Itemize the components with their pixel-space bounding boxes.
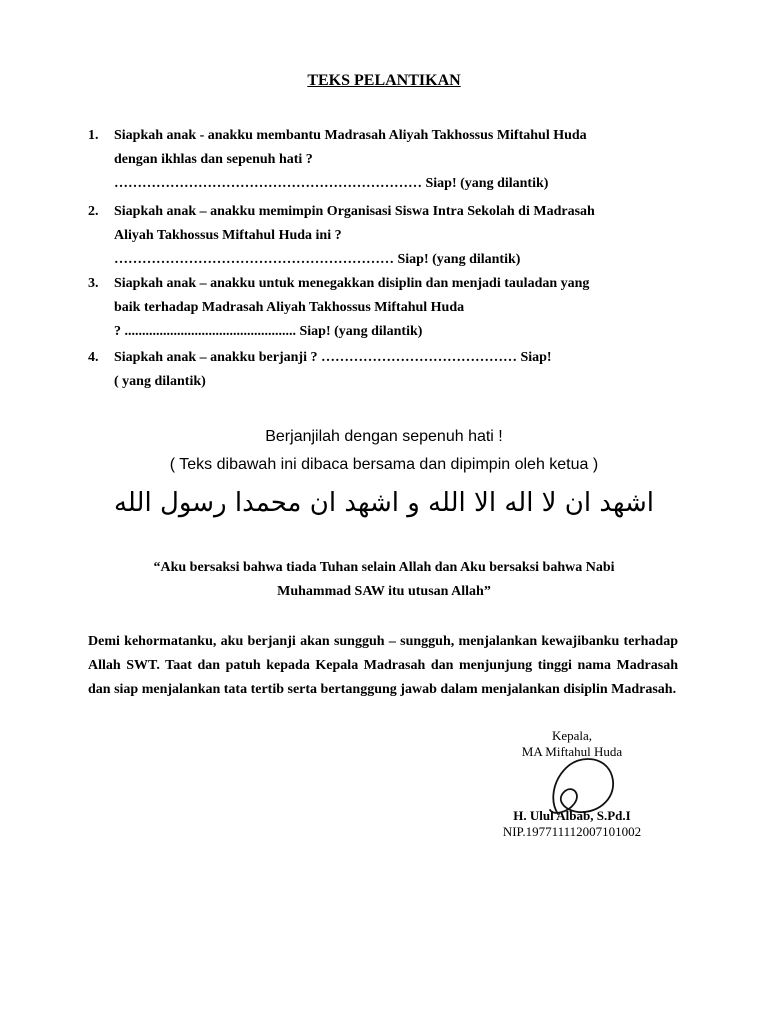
translation-line: Muhammad SAW itu utusan Allah” <box>277 584 491 599</box>
item-response: ? ................................................. Siap! (yang dilantik) <box>114 324 423 339</box>
item-response: ( yang dilantik) <box>114 374 206 389</box>
instruction-text: ( Teks dibawah ini dibaca bersama dan dipimpin oleh ketua ) <box>169 456 599 473</box>
syahadat-translation <box>0 556 768 604</box>
item-text: Siapkah anak – anakku untuk menegakkan disiplin dan menjadi tauladan yang <box>114 276 590 291</box>
item-text: baik terhadap Madrasah Aliyah Takhossus Miftahul Huda <box>114 300 465 315</box>
item-text: dengan ikhlas dan sepenuh hati ? <box>114 152 313 167</box>
item-text: Siapkah anak – anakku berjanji ? …………………………………… Siap! <box>114 350 552 365</box>
item-number: 1. <box>88 128 99 143</box>
signatory-position: Kepala, <box>551 728 593 743</box>
item-text: Aliyah Takhossus Miftahul Huda ini ? <box>114 228 342 243</box>
item-number: 4. <box>88 350 99 365</box>
item-text: Siapkah anak - anakku membantu Madrasah Aliyah Takhossus Miftahul Huda <box>114 128 587 143</box>
signatory-nip: NIP.197711112007101002 <box>502 824 642 839</box>
syahadat-arabic: اشهد ان لا اله الا الله و اشهد ان محمدا رسول الله <box>113 488 654 518</box>
handwritten-signature <box>520 742 640 822</box>
item-number: 3. <box>88 276 99 291</box>
page-title: TEKS PELANTIKAN <box>307 72 461 89</box>
translation-line: “Aku bersaksi bahwa tiada Tuhan selain Allah dan Aku bersaksi bahwa Nabi <box>153 560 615 575</box>
item-text: Siapkah anak – anakku memimpin Organisasi Siswa Intra Sekolah di Madrasah <box>114 204 595 219</box>
item-response: …………………………………………………… Siap! (yang dilantik) <box>114 252 521 267</box>
signatory-school: MA Miftahul Huda <box>521 744 623 759</box>
item-number: 2. <box>88 204 99 219</box>
berjanji-heading: Berjanjilah dengan sepenuh hati ! <box>265 428 503 445</box>
signatory-name: H. Ulul Albab, S.Pd.I <box>513 808 631 823</box>
item-response: ………………………………………………………… Siap! (yang dilantik) <box>114 176 549 191</box>
pledge-paragraph: Demi kehormatanku, aku berjanji akan sungguh – sungguh, menjalankan kewajibanku terhadap Allah SWT. Taat dan patuh kepada Kepala Madrasah dan menjunjung tinggi nama Madrasah dan siap menjalankan tata tertib serta bertanggung jawab dalam menjalankan disiplin Madrasah. <box>88 634 678 697</box>
